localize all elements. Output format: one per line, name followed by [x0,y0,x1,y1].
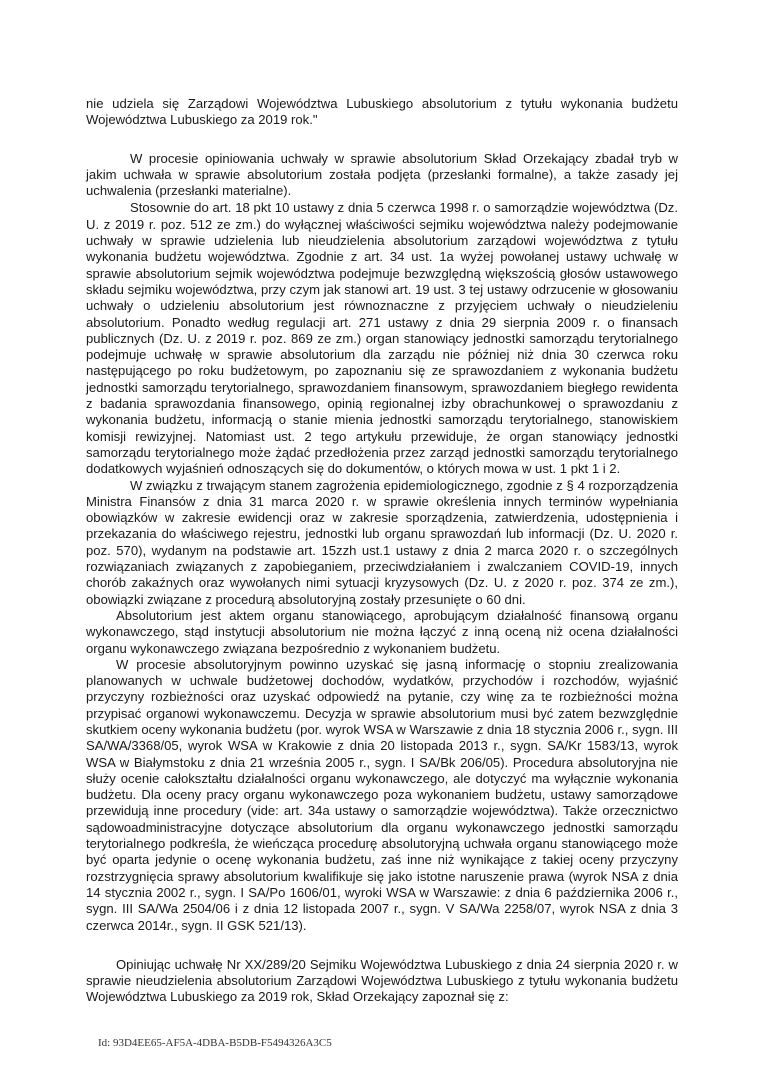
paragraph-absolutorium-definition: Absolutorium jest aktem organu stanowiącego, aprobującym działalność finansową organu wykonawczego, stąd instytucji absolutorium nie można łączyć z inną oceną niż ocena działalności organu wykonawczego związana bezpośrednio z wykonaniem budżetu. [86,607,678,656]
paragraph-conclusion-quote: nie udziela się Zarządowi Województwa Lubuskiego absolutorium z tytułu wykonania budżetu Województwa Lubuskiego za 2019 rok." [86,96,678,128]
paragraph-case-law: W procesie absolutoryjnym powinno uzyskać się jasną informację o stopniu zrealizowania planowanych w uchwale budżetowej dochodów, wydatków, przychodów i rozchodów, wyjaśnić przyczyny rozbieżności oraz uzyskać odpowiedź na pytanie, czy winę za te rozbieżności można przypisać organowi wykonawczemu. Decyzja w sprawie absolutorium musi być zatem bezwzględnie skutkiem oceny wykonania budżetu (por. wyrok WSA w Warszawie z dnia 18 stycznia 2006 r., sygn. III SA/WA/3368/05, wyrok WSA w Krakowie z dnia 20 listopada 2013 r., sygn. SA/Kr 1583/13, wyrok WSA w Białymstoku z dnia 21 września 2005 r., sygn. I SA/Bk 206/05). Procedura absolutoryjna nie służy ocenie całokształtu działalności organu wykonawczego, ale dotyczyć ma wyłącznie wykonania budżetu. Dla oceny pracy organu wykonawczego poza wykonaniem budżetu, ustawy samorządowe przewidują inne procedury (vide: art. 34a ustawy o samorządzie województwa). Także orzecznictwo sądowoadministracyjne dotyczące absolutorium dla organu wykonawczego jednostki samorządu terytorialnego podkreśla, że wieńcząca procedurę absolutoryjną uchwała organu stanowiącego może być oparta jedynie o ocenę wykonania budżetu, zaś inne niż wynikające z takiej oceny przyczyny rozstrzygnięcia sprawy absolutorium kwalifikuje się jako istotne naruszenie prawa (wyrok NSA z dnia 14 stycznia 2002 r., sygn. I SA/Po 1606/01, wyroki WSA w Warszawie: z dnia 6 października 2006 r., sygn. III SA/Wa 2504/06 i z dnia 12 listopada 2007 r., sygn. V SA/Wa 2258/07, wyrok NSA z dnia 3 czerwca 2014r., sygn. II GSK 521/13). [86,656,678,933]
paragraph-covid-deadlines: W związku z trwającym stanem zagrożenia epidemiologicznego, zgodnie z § 4 rozporządzenia Ministra Finansów z dnia 31 marca 2020 r. w sprawie określenia innych terminów wypełniania obowiązków w zakresie ewidencji oraz w zakresie sporządzenia, zatwierdzenia, udostępnienia i przekazania do właściwego rejestru, jednostki lub organu sprawozdań lub informacji (Dz. U. 2020 r. poz. 570), wydanym na podstawie art. 15zzh ust.1 ustawy z dnia 2 marca 2020 r. o szczególnych rozwiązaniach związanych z zapobieganiem, przeciwdziałaniem i zwalczaniem COVID-19, innych chorób zakaźnych oraz wywołanych nimi sytuacji kryzysowych (Dz. U. z 2020 r. poz. 374 ze zm.), obowiązki związane z procedurą absolutoryjną zostały przesunięte o 60 dni. [86,477,678,607]
document-id: Id: 93D4EE65-AF5A-4DBA-B5DB-F5494326A3C5 [98,1037,332,1049]
paragraph-resolution-review: Opiniując uchwałę Nr XX/289/20 Sejmiku Województwa Lubuskiego z dnia 24 sierpnia 2020 r. w sprawie nieudzielenia absolutorium Zarządowi Województwa Lubuskiego z tytułu wykonania budżetu Województwa Lubuskiego za 2019 rok, Skład Orzekający zapoznał się z: [86,956,678,1005]
paragraph-opinion-procedure: W procesie opiniowania uchwały w sprawie absolutorium Skład Orzekający zbadał tryb w jakim uchwała w sprawie absolutorium została podjęta (przesłanki formalne), a także zasady jej uchwalenia (przesłanki materialne). [86,150,678,199]
paragraph-legal-basis: Stosownie do art. 18 pkt 10 ustawy z dnia 5 czerwca 1998 r. o samorządzie województwa (Dz. U. z 2019 r. poz. 512 ze zm.) do wyłącznej właściwości sejmiku województwa należy podejmowanie uchwały w sprawie udzielenia lub nieudzielenia absolutorium zarządowi województwa z tytułu wykonania budżetu województwa. Zgodnie z art. 34 ust. 1a wyżej powołanej ustawy uchwałę w sprawie absolutorium sejmik województwa podejmuje bezwzględną większością głosów ustawowego składu sejmiku województwa, przy czym jak stanowi art. 19 ust. 3 tej ustawy odrzucenie w głosowaniu uchwały o udzieleniu absolutorium jest równoznaczne z przyjęciem uchwały o nieudzieleniu absolutorium. Ponadto według regulacji art. 271 ustawy z dnia 29 sierpnia 2009 r. o finansach publicznych (Dz. U. z 2019 r. poz. 869 ze zm.) organ stanowiący jednostki samorządu terytorialnego podejmuje uchwałę w sprawie absolutorium dla zarządu nie później niż dnia 30 czerwca roku następującego po roku budżetowym, po zapoznaniu się ze sprawozdaniem z wykonania budżetu jednostki samorządu terytorialnego, sprawozdaniem finansowym, sprawozdaniem biegłego rewidenta z badania sprawozdania finansowego, opinią regionalnej izby obrachunkowej o sprawozdaniu z wykonania budżetu, informacją o stanie mienia jednostki samorządu terytorialnego, stanowiskiem komisji rewizyjnej. Natomiast ust. 2 tego artykułu przewiduje, że organ stanowiący jednostki samorządu terytorialnego może żądać przedłożenia przez zarząd jednostki samorządu terytorialnego dodatkowych wyjaśnień odnoszących się do dokumentów, o których mowa w ust. 1 pkt 1 i 2. [86,200,678,477]
